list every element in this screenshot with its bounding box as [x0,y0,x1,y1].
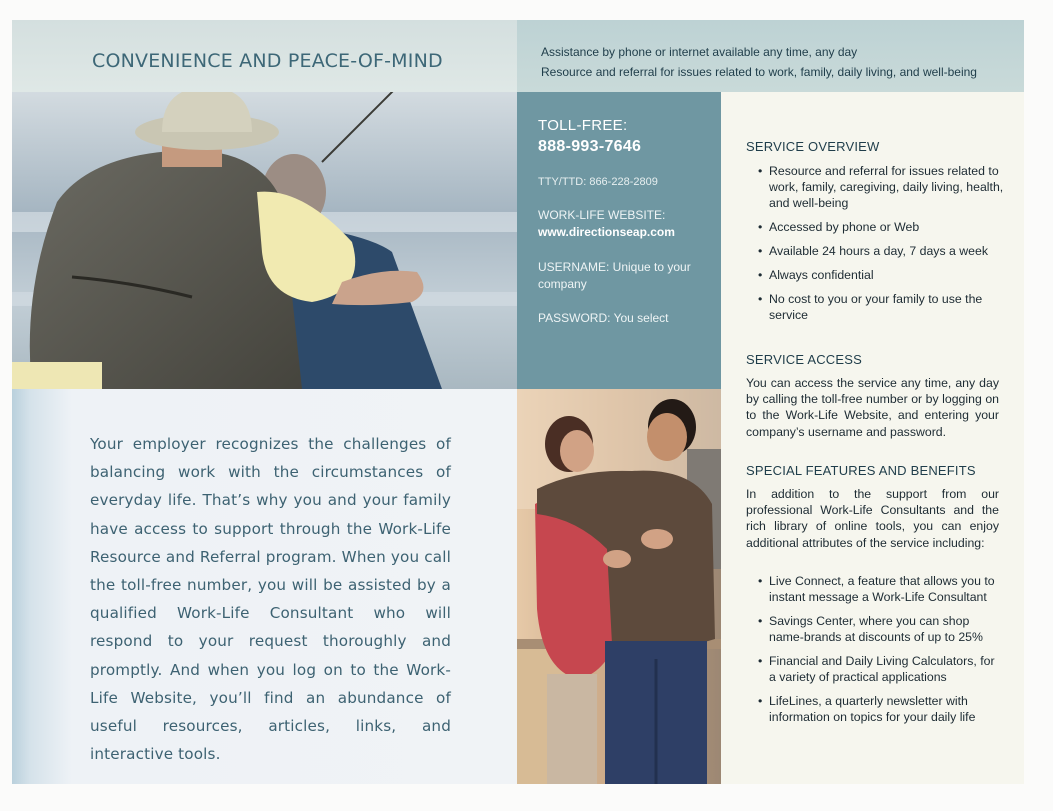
special-features-list [746,573,1004,733]
list-item: • Savings Center, where you can shop name-brands at discounts of up to 25% [758,614,983,644]
toll-free-label: TOLL-FREE: [538,117,628,134]
list-item: • Financial and Daily Living Calculators, for a variety of practical applications [758,654,995,684]
website-link[interactable]: www.directionseap.com [538,225,675,239]
couple-hugging-fishing-photo [12,92,517,389]
list-item: • Resource and referral for issues related to work, family, caregiving, daily living, health, and well-being [758,164,1004,210]
service-overview-list [746,163,1004,331]
special-features-heading: SPECIAL FEATURES AND BENEFITS [746,463,976,478]
website-label: WORK-LIFE WEBSITE: [538,208,666,222]
service-overview-heading: SERVICE OVERVIEW [746,139,880,154]
list-item: • Available 24 hours a day, 7 days a week [758,244,988,258]
couple-embracing-kitchen-photo [517,389,721,784]
service-access-heading: SERVICE ACCESS [746,352,862,367]
tty-number: TTY/TTD: 866-228-2809 [538,176,658,188]
intro-paragraph: Your employer recognizes the challenges of balancing work with the circumstances of everyday life. That’s why you and your family have access to support through the Work-Life Resource and Referral program. When you call the toll-free number, you will be assisted by a qualified Work-Life Consultant who will respond to your request thoroughly and promptly. And when you log on to the Work-Life Website, you’ll find an abundance of useful resources, articles, links, and interactive tools. [90,435,451,764]
list-item: • Always confidential [758,268,874,282]
list-item: • Accessed by phone or Web [758,220,920,234]
toll-free-number[interactable]: 888-993-7646 [538,138,642,155]
page-title: CONVENIENCE AND PEACE-OF-MIND [92,50,443,72]
list-item: • No cost to you or your family to use the service [758,292,983,322]
password-info: PASSWORD: You select [538,311,669,325]
header-line-assistance: Assistance by phone or internet available any time, any day [541,45,858,59]
service-access-text: You can access the service any time, any day by calling the toll-free number or by logging on to the Work-Life Website, and entering your company’s username and password. [746,376,999,439]
intro-section [12,389,517,784]
header-title-band [12,20,517,92]
contact-info-panel [517,92,721,389]
list-item: • Live Connect, a feature that allows you to instant message a Work-Life Consultant [758,574,995,604]
details-column [721,92,1024,784]
header-summary-band [517,20,1024,92]
list-item: • LifeLines, a quarterly newsletter with information on topics for your daily life [758,694,976,724]
brochure-page [12,20,1024,784]
header-line-referral: Resource and referral for issues related to work, family, daily living, and well-being [541,65,977,79]
special-features-text: In addition to the support from our professional Work-Life Consultants and the rich library of online tools, you can enjoy additional attributes of the service including: [746,487,999,550]
username-info: USERNAME: Unique to your company [538,260,691,291]
